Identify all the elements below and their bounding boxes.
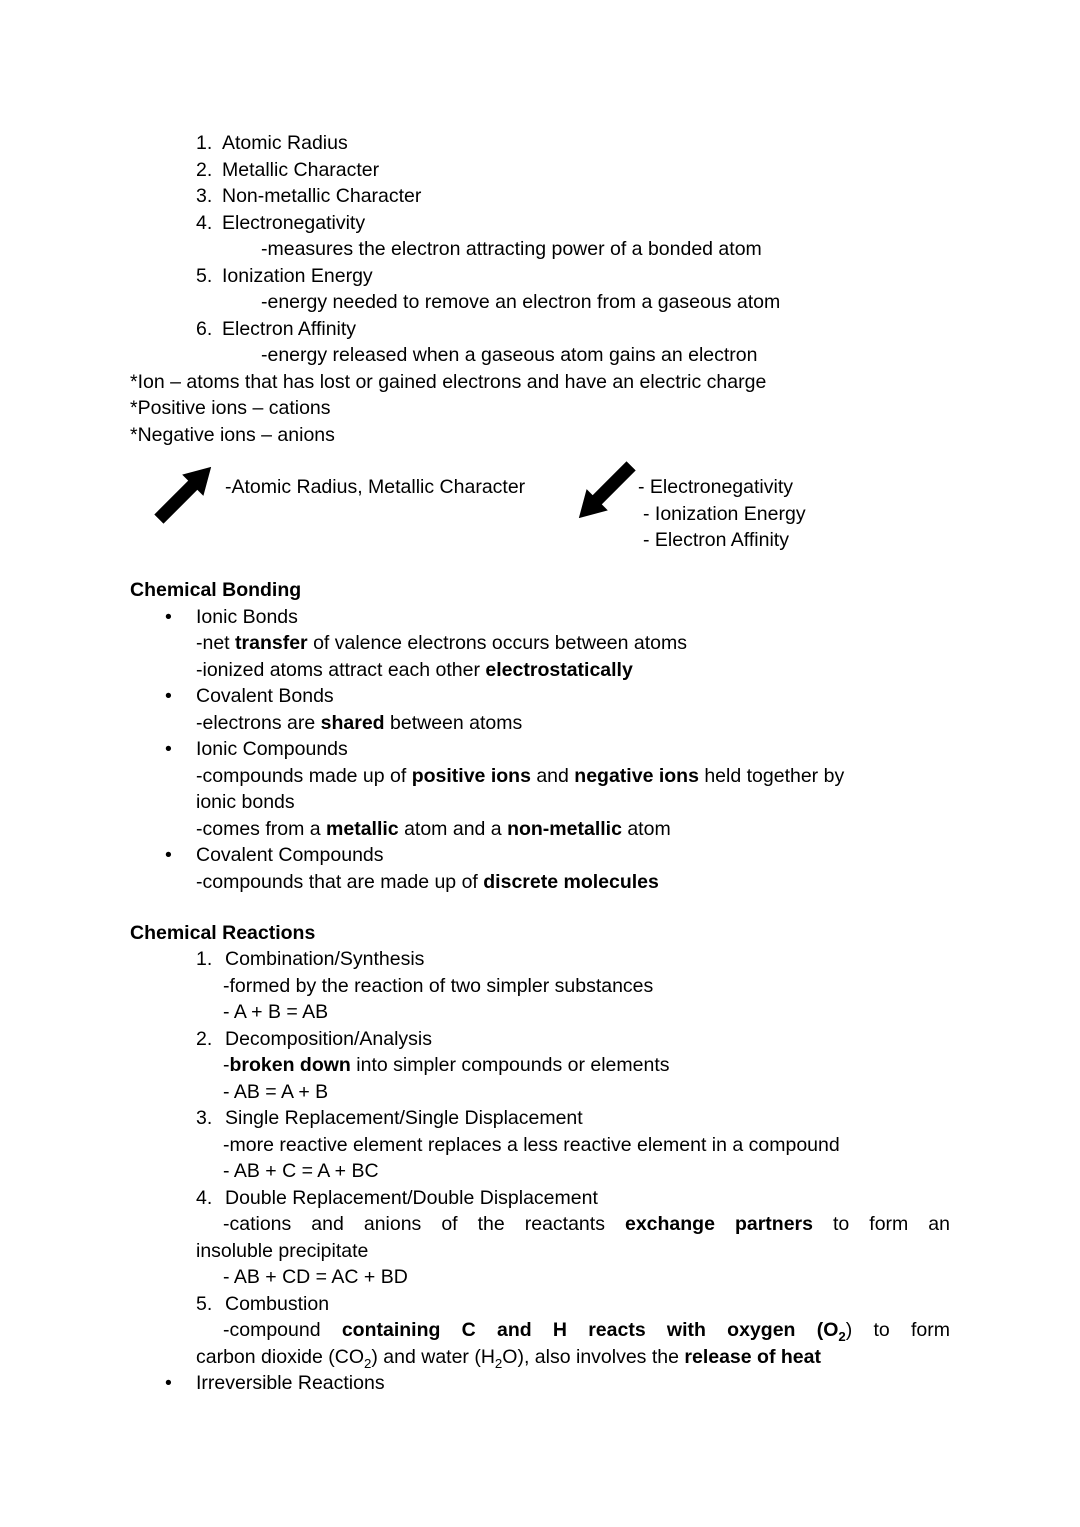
text-segment: -comes from a — [196, 817, 327, 840]
list-number-marker: 5. — [196, 264, 213, 287]
bold-text-segment: 2 — [838, 1328, 846, 1344]
text-segment: *Ion – atoms that has lost or gained electrons and have an electric charge — [130, 370, 767, 393]
definition-line — [130, 1317, 950, 1344]
text-segment: - A + B = AB — [223, 1001, 329, 1023]
numbered-item — [130, 183, 950, 210]
text-segment: -measures the electron attracting power of a bonded atom — [261, 238, 762, 260]
text-segment: -energy needed to remove an electron from a gaseous atom — [261, 291, 781, 313]
numbered-item — [130, 316, 950, 343]
list-number-marker: 2. — [196, 1027, 213, 1050]
text-segment: Chemical Bonding — [130, 579, 302, 601]
text-segment: 2 — [364, 1355, 372, 1371]
text-segment: Electron Affinity — [222, 317, 357, 340]
numbered-item — [130, 1026, 950, 1053]
text-segment: Irreversible Reactions — [196, 1372, 385, 1394]
definition-line — [130, 1238, 950, 1265]
text-segment: and — [530, 764, 575, 787]
definition-line — [130, 630, 950, 657]
bold-text-segment: containing C and H reacts with oxygen (O — [341, 1319, 839, 1341]
text-segment: between atoms — [384, 711, 523, 734]
text-segment: Covalent Compounds — [196, 844, 384, 866]
list-number-marker: 1. — [196, 948, 213, 970]
text-segment: *Negative ions – anions — [130, 423, 335, 446]
text-segment: 2 — [494, 1355, 503, 1371]
text-segment: Chemical Reactions — [130, 921, 316, 944]
bold-text-segment: exchange partners — [624, 1213, 813, 1235]
bullet-item — [130, 1370, 950, 1397]
decrease-trend-label: - Electronegativity — [638, 476, 793, 498]
definition-line — [130, 1132, 950, 1159]
definition-line — [130, 999, 950, 1026]
text-segment: O), also involves the — [502, 1345, 685, 1368]
definition-line — [130, 789, 950, 816]
text-segment: Ionic Compounds — [196, 738, 348, 760]
definition-line — [130, 869, 950, 896]
numbered-item — [130, 1291, 950, 1318]
text-segment: -ionized atoms attract each other — [196, 658, 486, 681]
definition-line — [130, 1344, 950, 1371]
list-number-marker: 3. — [196, 185, 213, 207]
bold-text-segment: electrostatically — [485, 658, 633, 681]
text-segment: - AB + C = A + BC — [223, 1160, 379, 1182]
text-segment: into simpler compounds or elements — [350, 1054, 670, 1076]
bullet-icon: • — [165, 685, 172, 707]
numbered-item — [130, 1185, 950, 1212]
bold-text-segment: transfer — [235, 632, 308, 654]
text-segment: held together by — [698, 764, 845, 787]
text-segment: -cations and anions of the reactants — [223, 1213, 625, 1235]
note-line — [130, 422, 950, 449]
list-number-marker: 6. — [196, 317, 213, 340]
bold-text-segment: shared — [320, 711, 385, 734]
definition-line — [130, 1211, 950, 1238]
list-number-marker: 4. — [196, 1186, 213, 1209]
definition-line — [130, 710, 950, 737]
text-segment: -energy released when a gaseous atom gains an electron — [261, 344, 758, 366]
text-segment: to form an — [812, 1213, 950, 1235]
text-segment: -compound — [223, 1319, 342, 1341]
text-segment: insoluble precipitate — [196, 1239, 369, 1262]
list-number-marker: 3. — [196, 1107, 213, 1129]
text-segment: ionic bonds — [196, 791, 295, 813]
definition-line — [130, 1264, 950, 1291]
increase-trend-label: -Atomic Radius, Metallic Character — [225, 476, 526, 498]
definition-line — [130, 816, 950, 843]
numbered-item — [130, 130, 950, 157]
numbered-item — [130, 946, 950, 973]
bold-text-segment: release of heat — [684, 1345, 821, 1368]
definition-line — [130, 289, 950, 316]
definition-line — [130, 657, 950, 684]
bullet-icon: • — [165, 1372, 172, 1394]
text-segment: Decomposition/Analysis — [225, 1027, 433, 1050]
definition-line — [130, 236, 950, 263]
definition-line — [130, 1079, 950, 1106]
text-segment: -more reactive element replaces a less reactive element in a compound — [223, 1133, 840, 1156]
text-segment: Combustion — [225, 1292, 330, 1315]
decrease-trend-label: - Ionization Energy — [643, 502, 806, 525]
text-segment: -compounds made up of — [196, 764, 412, 787]
text-segment: atom and a — [398, 817, 508, 840]
text-segment: Atomic Radius — [222, 132, 348, 154]
text-segment: Ionic Bonds — [196, 605, 298, 628]
text-segment: -net — [196, 632, 236, 654]
text-segment: Non-metallic Character — [222, 185, 422, 207]
periodic-trend-figure — [130, 448, 950, 577]
text-segment: *Positive ions – cations — [130, 397, 331, 419]
definition-line — [130, 1052, 950, 1079]
bold-text-segment: non-metallic — [507, 817, 622, 840]
bold-text-segment: broken down — [229, 1054, 351, 1076]
text-segment: -compounds that are made up of — [196, 870, 484, 893]
bullet-item — [130, 683, 950, 710]
note-line — [130, 369, 950, 396]
text-segment: - AB + CD = AC + BD — [223, 1266, 408, 1288]
list-number-marker: 1. — [196, 132, 213, 154]
bullet-icon: • — [165, 605, 172, 628]
numbered-item — [130, 1105, 950, 1132]
text-segment: Single Replacement/Single Displacement — [225, 1107, 583, 1129]
bold-text-segment: positive ions — [411, 764, 531, 787]
bold-text-segment: discrete molecules — [483, 870, 659, 893]
section-gap — [130, 895, 950, 920]
decrease-trend-label: - Electron Affinity — [643, 529, 789, 551]
list-number-marker: 2. — [196, 158, 213, 181]
text-segment: Electronegativity — [222, 211, 366, 234]
list-number-marker: 5. — [196, 1292, 213, 1315]
text-segment: ) to form — [845, 1319, 950, 1341]
text-segment: of valence electrons occurs between atoms — [307, 632, 688, 654]
text-segment: - — [223, 1054, 230, 1076]
text-segment: Covalent Bonds — [196, 685, 334, 707]
numbered-item — [130, 157, 950, 184]
text-segment: -electrons are — [196, 711, 321, 734]
section-heading — [130, 920, 950, 947]
text-segment: Double Replacement/Double Displacement — [225, 1186, 598, 1209]
bullet-item — [130, 842, 950, 869]
list-number-marker: 4. — [196, 211, 213, 234]
text-segment: Metallic Character — [222, 158, 380, 181]
decrease-arrow-icon — [568, 455, 642, 529]
definition-line — [130, 973, 950, 1000]
definition-line — [130, 1158, 950, 1185]
bold-text-segment: negative ions — [574, 764, 699, 787]
decrease-trend-labels — [638, 474, 806, 554]
text-segment: Combination/Synthesis — [225, 948, 425, 970]
bullet-item — [130, 736, 950, 763]
definition-line — [130, 342, 950, 369]
definition-line — [130, 763, 950, 790]
increase-arrow-icon — [148, 456, 222, 530]
bold-text-segment: metallic — [326, 817, 399, 840]
numbered-item — [130, 263, 950, 290]
text-segment: atom — [621, 817, 671, 840]
text-segment: carbon dioxide (CO — [196, 1345, 364, 1368]
text-segment: Ionization Energy — [222, 264, 373, 287]
text-segment: - AB = A + B — [223, 1080, 329, 1103]
bullet-icon: • — [165, 738, 172, 760]
bullet-item — [130, 604, 950, 631]
section-heading — [130, 577, 950, 604]
text-segment: ) and water (H — [371, 1345, 495, 1368]
bullet-icon: • — [165, 844, 172, 866]
note-line — [130, 395, 950, 422]
numbered-item — [130, 210, 950, 237]
text-segment: -formed by the reaction of two simpler substances — [223, 974, 654, 997]
